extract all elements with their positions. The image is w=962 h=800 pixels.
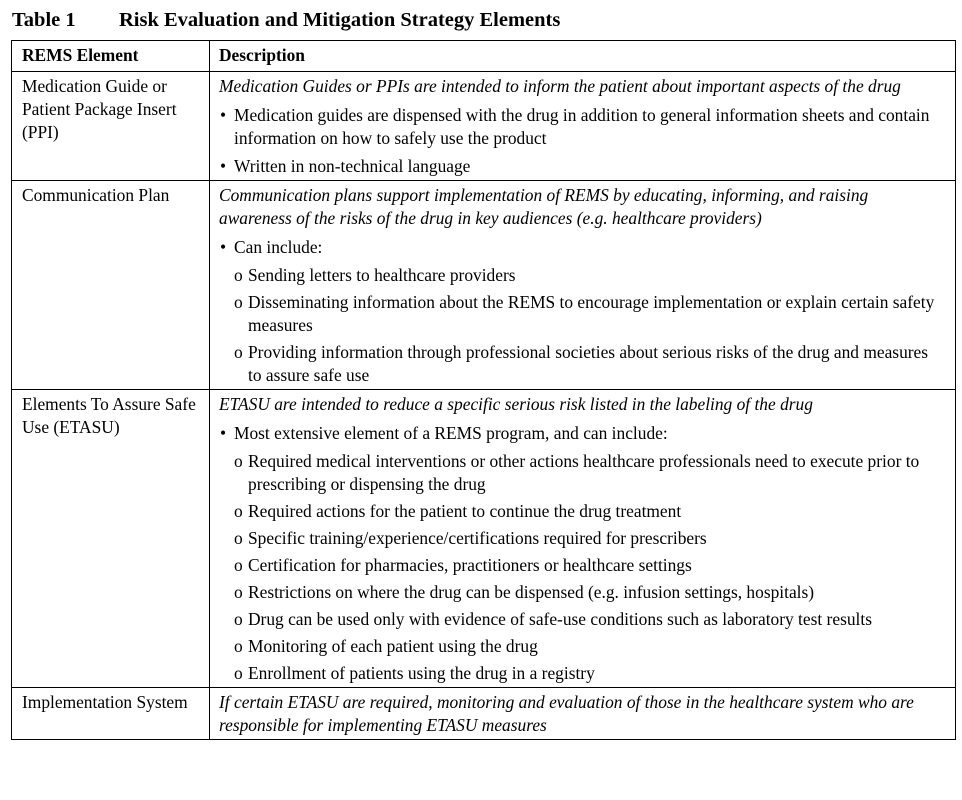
sub-bullet-text: Enrollment of patients using the drug in a registry: [248, 663, 595, 683]
sub-bullet-item: [219, 527, 941, 550]
sub-bullet-item: [219, 635, 941, 658]
description-cell: [210, 688, 956, 740]
sub-bullet-text: Restrictions on where the drug can be dispensed (e.g. infusion settings, hospitals): [248, 582, 815, 602]
sub-bullet-text: Specific training/experience/certifications required for prescribers: [248, 528, 707, 548]
bullet-icon: •: [220, 423, 227, 443]
bullet-text: Can include:: [234, 237, 323, 257]
table-row: [12, 390, 956, 688]
sub-bullet-icon: o: [234, 528, 243, 548]
sub-bullet-item: [219, 500, 941, 523]
sub-bullet-icon: o: [234, 451, 243, 471]
table-row: [12, 688, 956, 740]
table-row: [12, 181, 956, 390]
sub-bullet-icon: o: [234, 636, 243, 656]
table-title: Risk Evaluation and Mitigation Strategy Elements: [119, 9, 561, 31]
bullet-item: [219, 155, 941, 178]
header-rems-element: REMS Element: [12, 41, 210, 72]
sub-bullet-text: Required actions for the patient to continue the drug treatment: [248, 501, 682, 521]
sub-bullet-item: [219, 608, 941, 631]
description-intro: ETASU are intended to reduce a specific serious risk listed in the labeling of the drug: [219, 394, 813, 414]
bullet-item: [219, 104, 941, 150]
sub-bullet-item: [219, 291, 941, 337]
sub-bullet-icon: o: [234, 582, 243, 602]
sub-bullet-icon: o: [234, 292, 243, 312]
sub-bullet-text: Providing information through professional societies about serious risks of the drug and measures to assure safe use: [248, 342, 929, 385]
sub-bullet-text: Monitoring of each patient using the drug: [248, 636, 538, 656]
sub-bullet-text: Drug can be used only with evidence of safe-use conditions such as laboratory test results: [248, 609, 872, 629]
description-intro: Medication Guides or PPIs are intended to inform the patient about important aspects of the drug: [219, 76, 901, 96]
table-row: [12, 72, 956, 181]
sub-bullet-text: Certification for pharmacies, practitioners or healthcare settings: [248, 555, 692, 575]
sub-bullet-icon: o: [234, 663, 243, 683]
description-cell: [210, 390, 956, 688]
table-caption: [12, 6, 560, 34]
bullet-icon: •: [220, 156, 227, 176]
sub-bullet-icon: o: [234, 501, 243, 521]
sub-bullet-item: [219, 554, 941, 577]
sub-bullet-icon: o: [234, 342, 243, 362]
sub-bullet-icon: o: [234, 555, 243, 575]
rems-element-cell: Implementation System: [12, 688, 210, 740]
sub-bullet-text: Required medical interventions or other actions healthcare professionals need to execute prior to prescribing or dispensing the drug: [248, 451, 920, 494]
bullet-item: [219, 236, 941, 259]
rems-table: [11, 40, 956, 740]
description-cell: [210, 72, 956, 181]
sub-bullet-item: [219, 581, 941, 604]
sub-bullet-icon: o: [234, 265, 243, 285]
sub-bullet-text: Sending letters to healthcare providers: [248, 265, 516, 285]
description-cell: [210, 181, 956, 390]
sub-bullet-item: [219, 662, 941, 685]
header-row: [12, 41, 956, 72]
sub-bullet-item: [219, 264, 941, 287]
bullet-item: [219, 422, 941, 445]
description-intro: Communication plans support implementation of REMS by educating, informing, and raising awareness of the risks of the drug in key audiences (e.g. healthcare providers): [219, 185, 869, 228]
table-body: [12, 72, 956, 740]
bullet-icon: •: [220, 237, 227, 257]
sub-bullet-text: Disseminating information about the REMS to encourage implementation or explain certain safety measures: [248, 292, 935, 335]
sub-bullet-item: [219, 450, 941, 496]
sub-bullet-item: [219, 341, 941, 387]
bullet-text: Medication guides are dispensed with the drug in addition to general information sheets and contain information on how to safely use the product: [234, 105, 930, 148]
rems-element-cell: Medication Guide or Patient Package Insert (PPI): [12, 72, 210, 181]
bullet-icon: •: [220, 105, 227, 125]
table-number: Table 1: [12, 9, 76, 31]
rems-element-cell: Communication Plan: [12, 181, 210, 390]
description-intro: If certain ETASU are required, monitoring and evaluation of those in the healthcare system who are responsible for implementing ETASU measures: [219, 692, 914, 735]
rems-element-cell: Elements To Assure Safe Use (ETASU): [12, 390, 210, 688]
bullet-text: Written in non-technical language: [234, 156, 471, 176]
bullet-text: Most extensive element of a REMS program, and can include:: [234, 423, 668, 443]
header-description: Description: [210, 41, 956, 72]
sub-bullet-icon: o: [234, 609, 243, 629]
